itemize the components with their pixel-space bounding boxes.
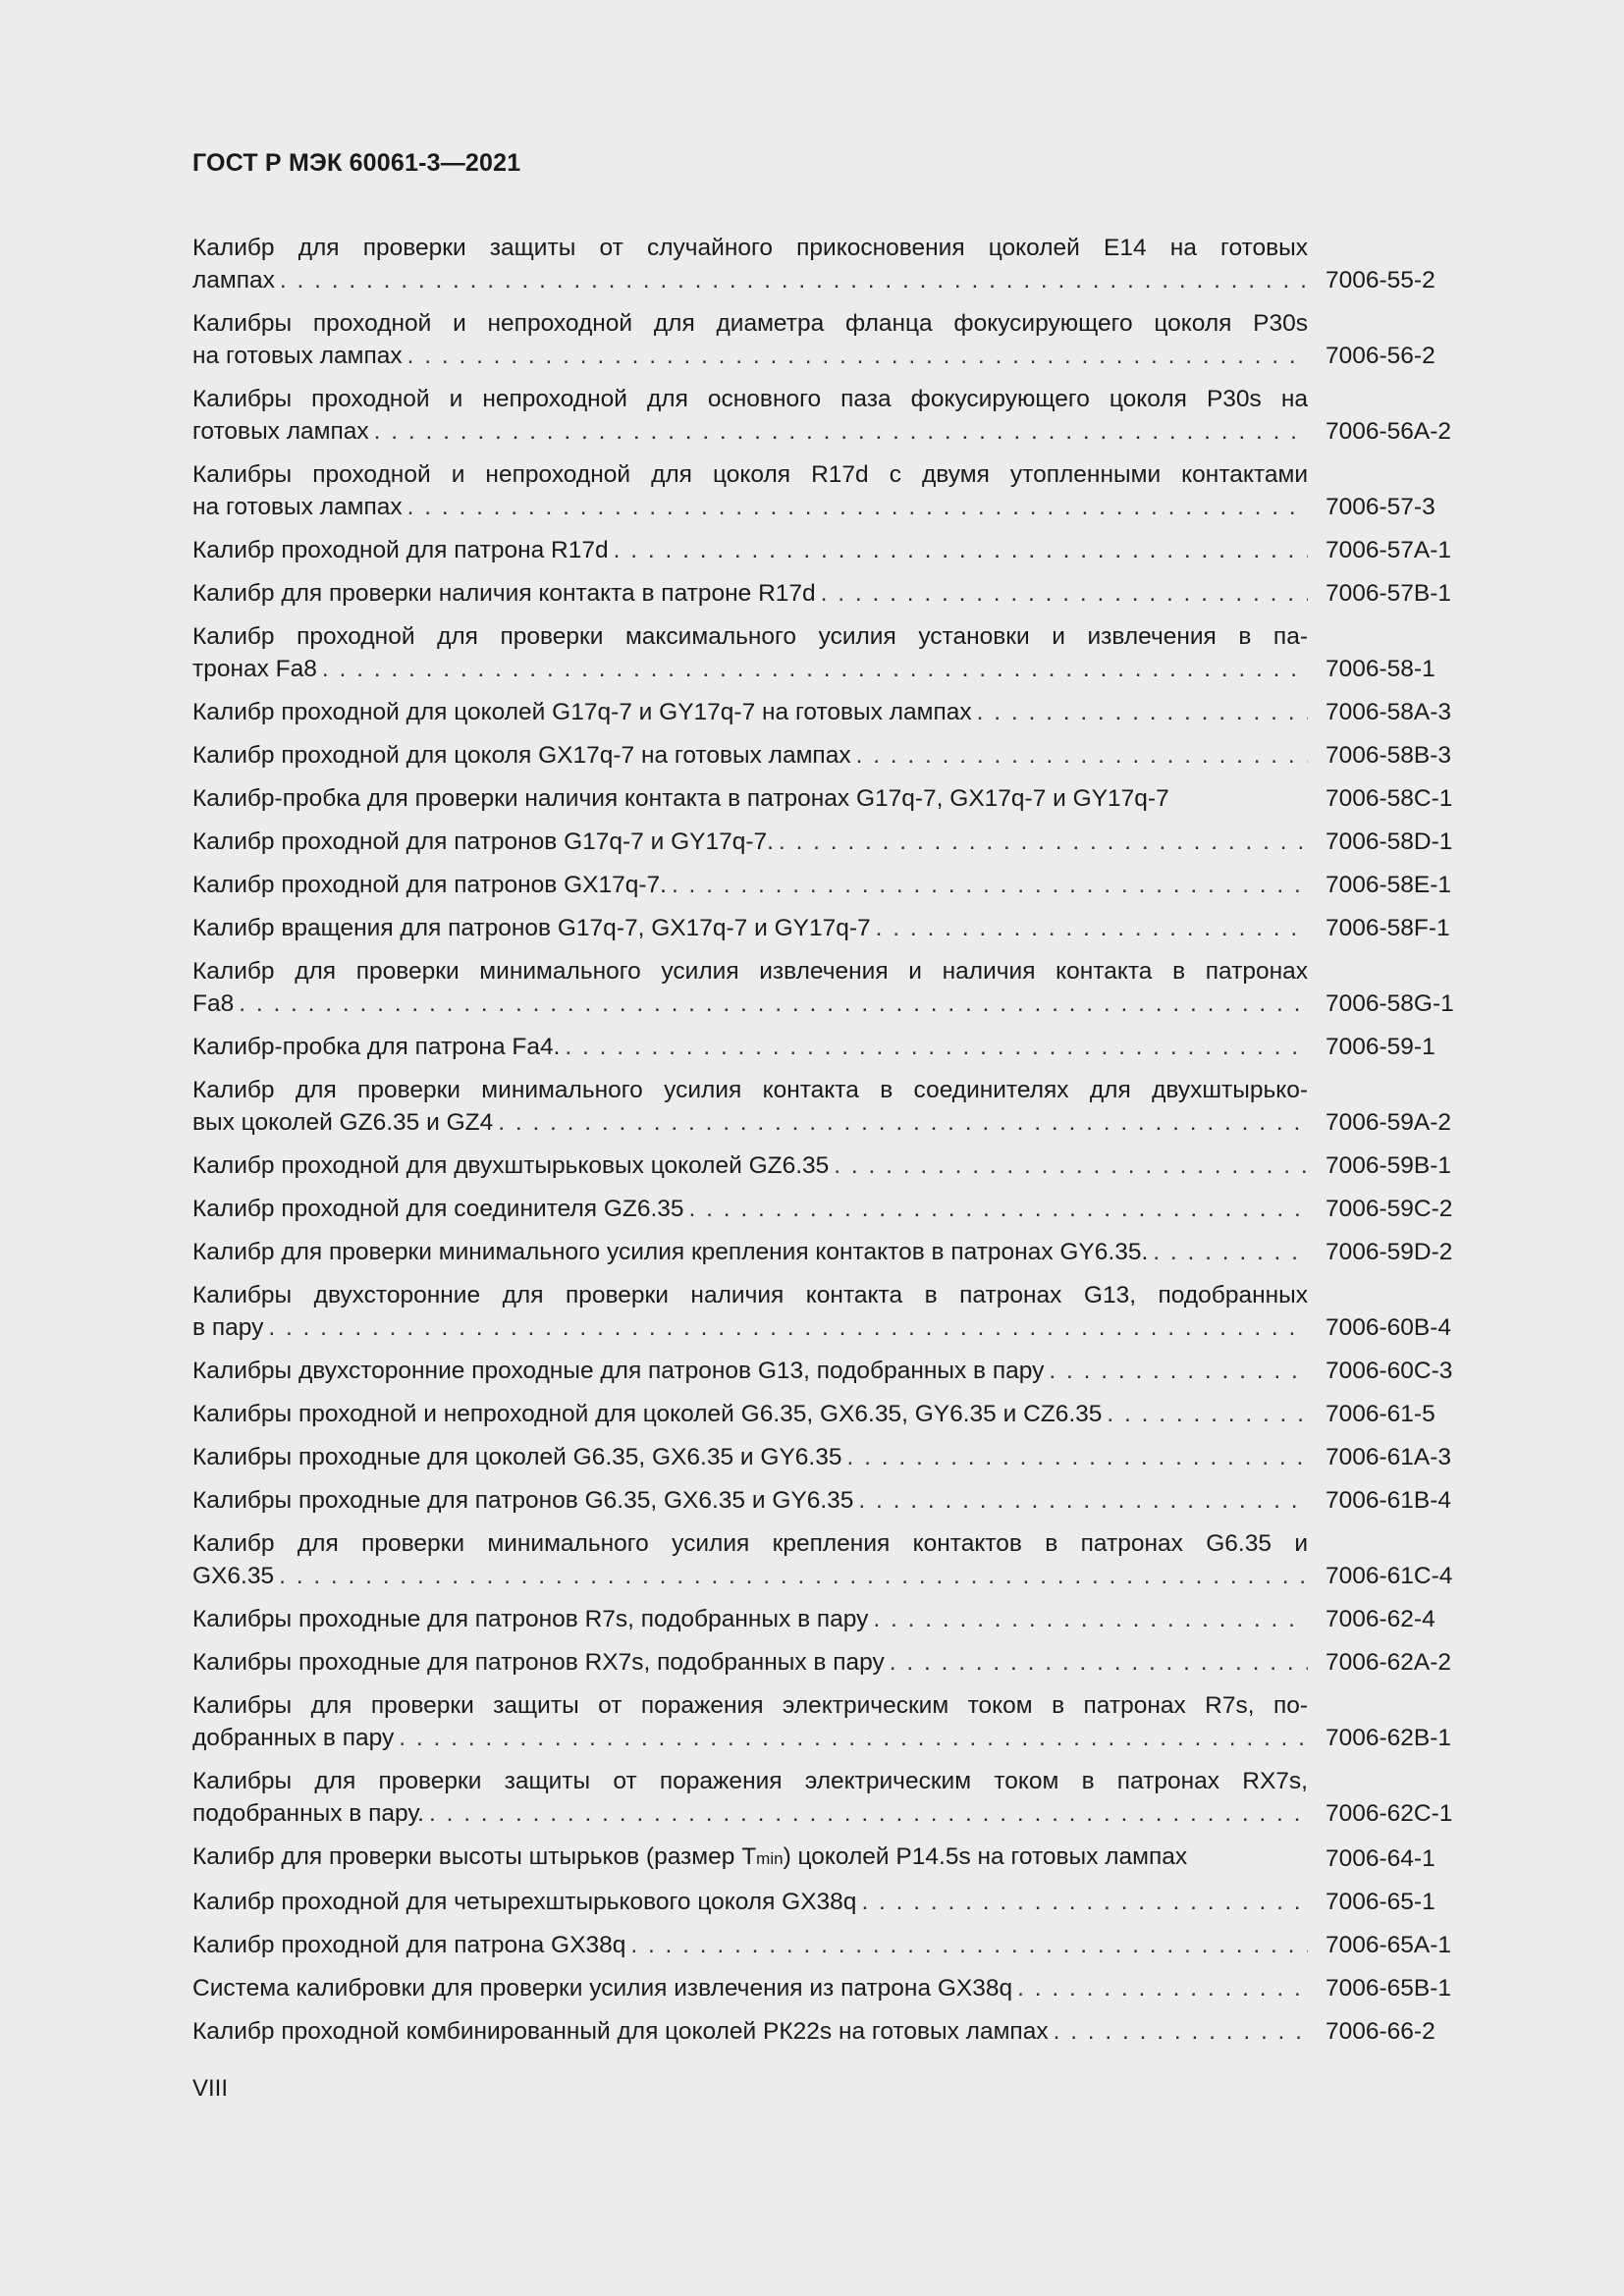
toc-entry-text: GX6.35 xyxy=(192,1563,275,1589)
toc-entry-title-last-line xyxy=(192,988,1308,1020)
dot-leader xyxy=(565,1031,1308,1063)
toc-entry-title xyxy=(192,739,1308,772)
toc-entry-title xyxy=(192,869,1308,901)
toc-entry-title-last-line xyxy=(192,1149,1308,1182)
toc-entry-code: 7006-64-1 xyxy=(1326,1845,1435,1872)
toc-entry-title-last-line xyxy=(192,782,1308,815)
toc-entry-text: Калибр-пробка для патрона Fa4. xyxy=(192,1034,561,1060)
toc-entry[interactable] xyxy=(192,696,1474,728)
toc-entry[interactable] xyxy=(192,1646,1474,1679)
toc-entry-title xyxy=(192,232,1308,296)
toc-entry-title-line: Калибры проходной и непроходной для диаметра фланца фокусирующего цоколя P30s xyxy=(192,310,1308,337)
toc-entry-text: Калибр проходной для патрона GX38q xyxy=(192,1932,626,1958)
toc-entry-title-last-line xyxy=(192,1646,1308,1679)
toc-entry-text: тронах Fa8 xyxy=(192,656,317,682)
toc-entry-text: Калибры проходные для патронов RX7s, подобранных в пару xyxy=(192,1649,885,1676)
toc-entry-text: подобранных в пару. xyxy=(192,1800,424,1827)
dot-leader xyxy=(834,1149,1308,1182)
toc-entry-code: 7006-61А-3 xyxy=(1326,1444,1452,1470)
toc-entry-title-last-line xyxy=(192,1193,1308,1225)
toc-entry-code: 7006-65В-1 xyxy=(1326,1975,1452,2002)
dot-leader xyxy=(268,1311,1308,1344)
toc-entry-title xyxy=(192,1841,1308,1875)
dot-leader xyxy=(322,653,1308,685)
toc-entry-title-last-line xyxy=(192,577,1308,610)
toc-entry-text: Калибр проходной для соединителя GZ6.35 xyxy=(192,1196,684,1222)
dot-leader xyxy=(890,1646,1308,1679)
toc-entry[interactable] xyxy=(192,1765,1474,1830)
dot-leader xyxy=(407,340,1308,372)
toc-entry-text: Калибр проходной для цоколя GX17q-7 на готовых лампах xyxy=(192,742,851,769)
toc-entry-text: Калибр-пробка для проверки наличия контакта в патронах G17q-7, GX17q-7 и GY17q-7 xyxy=(192,785,1169,812)
toc-entry-title xyxy=(192,1074,1308,1139)
toc-entry-title xyxy=(192,955,1308,1020)
toc-entry-code: 7006-58В-3 xyxy=(1326,742,1452,769)
toc-entry-title-last-line xyxy=(192,2015,1308,2048)
toc-entry-code: 7006-57А-1 xyxy=(1326,537,1452,563)
toc-entry-text: Калибр вращения для патронов G17q-7, GX17q-7 и GY17q-7 xyxy=(192,915,871,941)
toc-entry-code: 7006-60С-3 xyxy=(1326,1358,1453,1384)
toc-entry-title-line: Калибр для проверки минимального усилия контакта в соединителях для двухштырько- xyxy=(192,1077,1308,1103)
toc-entry-text: в пару xyxy=(192,1314,264,1341)
toc-entry-title-line: Калибры для проверки защиты от поражения электрическим током в патронах R7s, по- xyxy=(192,1692,1308,1719)
toc-entry-code: 7006-58D-1 xyxy=(1326,828,1453,855)
toc-entry-title xyxy=(192,1355,1308,1387)
toc-entry-title-last-line xyxy=(192,1722,1308,1754)
toc-entry-title-last-line xyxy=(192,739,1308,772)
toc-entry[interactable] xyxy=(192,1398,1474,1430)
dot-leader xyxy=(1054,2015,1308,2048)
toc-entry-title-last-line xyxy=(192,1603,1308,1635)
dot-leader xyxy=(1017,1972,1308,2004)
toc-entry-code: 7006-61-5 xyxy=(1326,1401,1435,1427)
toc-entry-code: 7006-61С-4 xyxy=(1326,1563,1453,1589)
toc-entry[interactable] xyxy=(192,782,1474,815)
toc-entry[interactable] xyxy=(192,1886,1474,1918)
toc-entry-title-last-line xyxy=(192,869,1308,901)
toc-entry[interactable] xyxy=(192,1355,1474,1387)
dot-leader xyxy=(399,1722,1308,1754)
dot-leader xyxy=(280,264,1308,296)
toc-entry[interactable] xyxy=(192,307,1474,372)
dot-leader xyxy=(498,1106,1308,1139)
toc-entry[interactable] xyxy=(192,383,1474,448)
toc-entry-text: Калибр проходной для двухштырьковых цоколей GZ6.35 xyxy=(192,1152,830,1179)
dot-leader xyxy=(977,696,1308,728)
toc-entry-title-last-line xyxy=(192,1236,1308,1268)
dot-leader xyxy=(1107,1398,1308,1430)
dot-leader xyxy=(239,988,1308,1020)
toc-entry[interactable] xyxy=(192,1603,1474,1635)
toc-entry-title xyxy=(192,782,1308,815)
toc-entry-text: Калибры проходной и непроходной для цоколей G6.35, GX6.35, GY6.35 и CZ6.35 xyxy=(192,1401,1103,1427)
toc-entry-title-last-line xyxy=(192,826,1308,858)
toc-entry-title-last-line xyxy=(192,696,1308,728)
toc-entry-title-last-line xyxy=(192,1841,1308,1875)
toc-entry[interactable] xyxy=(192,620,1474,685)
toc-entry-title-line: Калибры двухсторонние для проверки наличия контакта в патронах G13, подобранных xyxy=(192,1282,1308,1308)
dot-leader xyxy=(858,1484,1308,1517)
toc-entry-text: Калибры двухсторонние проходные для патронов G13, подобранных в пару xyxy=(192,1358,1045,1384)
dot-leader xyxy=(614,534,1308,566)
toc-entry-title-last-line xyxy=(192,1929,1308,1961)
toc-entry-title xyxy=(192,826,1308,858)
toc-entry-title-line: Калибры проходной и непроходной для основного паза фокусирующего цоколя P30s на xyxy=(192,386,1308,412)
toc-entry-text-continued: ) цоколей P14.5s на готовых лампах xyxy=(783,1843,1188,1870)
toc-entry-title xyxy=(192,307,1308,372)
dot-leader xyxy=(672,869,1308,901)
dot-leader xyxy=(821,577,1308,610)
toc-entry-title-last-line xyxy=(192,653,1308,685)
toc-entry-text: Калибры проходные для цоколей G6.35, GX6.35 и GY6.35 xyxy=(192,1444,842,1470)
toc-entry[interactable] xyxy=(192,739,1474,772)
toc-entry[interactable] xyxy=(192,534,1474,566)
toc-entry-title-last-line xyxy=(192,264,1308,296)
toc-entry-code: 7006-57В-1 xyxy=(1326,580,1452,607)
toc-entry-text: Fa8 xyxy=(192,990,235,1017)
toc-entry-title-last-line xyxy=(192,1031,1308,1063)
toc-entry-title xyxy=(192,577,1308,610)
toc-entry-text: вых цоколей GZ6.35 и GZ4 xyxy=(192,1109,494,1136)
toc-entry-code: 7006-59С-2 xyxy=(1326,1196,1453,1222)
toc-entry-text: Калибры проходные для патронов G6.35, GX6.35 и GY6.35 xyxy=(192,1487,854,1514)
toc-entry-title xyxy=(192,2015,1308,2048)
toc-entry-title-last-line xyxy=(192,1886,1308,1918)
toc-entry-title xyxy=(192,383,1308,448)
toc-entry-text: Калибр проходной для четырехштырькового цоколя GX38q xyxy=(192,1889,857,1915)
page-number: VIII xyxy=(192,2075,229,2102)
toc-entry-text: Калибр для проверки высоты штырьков (размер T xyxy=(192,1843,757,1870)
toc-entry-code: 7006-66-2 xyxy=(1326,2018,1435,2045)
dot-leader xyxy=(429,1797,1308,1830)
toc-entry-title xyxy=(192,1031,1308,1063)
toc-entry-title xyxy=(192,1484,1308,1517)
toc-entry[interactable] xyxy=(192,1689,1474,1754)
toc-entry-code: 7006-62С-1 xyxy=(1326,1800,1453,1827)
toc-entry[interactable] xyxy=(192,577,1474,610)
toc-entry-code: 7006-59В-1 xyxy=(1326,1152,1452,1179)
dot-leader xyxy=(876,912,1308,944)
toc-entry-text: Система калибровки для проверки усилия извлечения из патрона GX38q xyxy=(192,1975,1013,2002)
dot-leader xyxy=(279,1560,1308,1592)
toc-entry-code: 7006-58А-3 xyxy=(1326,699,1452,725)
toc-entry-title-last-line xyxy=(192,912,1308,944)
dot-leader xyxy=(861,1886,1308,1918)
toc-entry-title xyxy=(192,1527,1308,1592)
toc-entry-title xyxy=(192,458,1308,523)
toc-entry-text: Калибр проходной для патронов GX17q-7. xyxy=(192,872,667,898)
toc-entry-title-last-line xyxy=(192,1311,1308,1344)
toc-entry-code: 7006-55-2 xyxy=(1326,267,1435,294)
toc-entry-title xyxy=(192,912,1308,944)
toc-entry-title xyxy=(192,1441,1308,1473)
toc-entry[interactable] xyxy=(192,1149,1474,1182)
toc-entry-code: 7006-62В-1 xyxy=(1326,1725,1452,1751)
toc-entry-code: 7006-62А-2 xyxy=(1326,1649,1452,1676)
toc-entry[interactable] xyxy=(192,1929,1474,1961)
toc-entry-text: Калибр для проверки наличия контакта в патроне R17d xyxy=(192,580,816,607)
toc-entry-code: 7006-65А-1 xyxy=(1326,1932,1452,1958)
toc-entry-code: 7006-60В-4 xyxy=(1326,1314,1452,1341)
toc-entry[interactable] xyxy=(192,1484,1474,1517)
toc-entry[interactable] xyxy=(192,1441,1474,1473)
toc-entry[interactable] xyxy=(192,2015,1474,2048)
toc-entry-title-line: Калибр для проверки минимального усилия крепления контактов в патронах G6.35 и xyxy=(192,1530,1308,1557)
toc-entry-code: 7006-59-1 xyxy=(1326,1034,1435,1060)
toc-entry-title-last-line xyxy=(192,1398,1308,1430)
toc-entry-text: Калибр проходной для патронов G17q-7 и GY17q-7. xyxy=(192,828,774,855)
toc-entry[interactable] xyxy=(192,1279,1474,1344)
toc-entry-text: Калибр проходной для патрона R17d xyxy=(192,537,609,563)
toc-entry-text: Калибр для проверки минимального усилия крепления контактов в патронах GY6.35. xyxy=(192,1239,1149,1265)
toc-entry-title xyxy=(192,1765,1308,1830)
toc-entry[interactable] xyxy=(192,912,1474,944)
dot-leader xyxy=(374,415,1308,448)
dot-leader xyxy=(873,1603,1308,1635)
toc-entry-title xyxy=(192,1886,1308,1918)
toc-entry-code: 7006-57-3 xyxy=(1326,494,1435,520)
toc-entry-text: лампах xyxy=(192,267,275,294)
dot-leader xyxy=(779,826,1308,858)
toc-entry-title-last-line xyxy=(192,491,1308,523)
toc-entry-title-last-line xyxy=(192,1797,1308,1830)
toc-entry-title xyxy=(192,1646,1308,1679)
toc-entry-title-last-line xyxy=(192,534,1308,566)
toc-entry-title-last-line xyxy=(192,340,1308,372)
toc-entry[interactable] xyxy=(192,232,1474,296)
toc-entry-code: 7006-61В-4 xyxy=(1326,1487,1452,1514)
dot-leader xyxy=(1153,1236,1308,1268)
toc-entry-title xyxy=(192,1149,1308,1182)
toc-entry-code: 7006-58G-1 xyxy=(1326,990,1454,1017)
toc-entry-title xyxy=(192,1929,1308,1961)
toc-entry-code: 7006-59D-2 xyxy=(1326,1239,1453,1265)
toc-entry[interactable] xyxy=(192,1193,1474,1225)
toc-entry-code: 7006-56-2 xyxy=(1326,343,1435,369)
toc-entry-title xyxy=(192,620,1308,685)
toc-entry-code: 7006-58F-1 xyxy=(1326,915,1450,941)
toc-entry-title-line: Калибр для проверки защиты от случайного прикосновения цоколей Е14 на готовых xyxy=(192,235,1308,261)
toc-entry[interactable] xyxy=(192,458,1474,523)
toc-entry-title-last-line xyxy=(192,1972,1308,2004)
toc-entry-title xyxy=(192,1398,1308,1430)
toc-entry-code: 7006-59А-2 xyxy=(1326,1109,1452,1136)
dot-leader xyxy=(630,1929,1308,1961)
toc-entry-title-line: Калибр проходной для проверки максимального усилия установки и извлечения в па- xyxy=(192,623,1308,650)
toc-entry-code: 7006-58-1 xyxy=(1326,656,1435,682)
toc-entry-code: 7006-58Е-1 xyxy=(1326,872,1452,898)
toc-entry-code: 7006-58С-1 xyxy=(1326,785,1453,812)
table-of-contents xyxy=(192,232,1474,2058)
toc-entry[interactable] xyxy=(192,955,1474,1020)
toc-entry-title-last-line xyxy=(192,1560,1308,1592)
dot-leader xyxy=(847,1441,1309,1473)
toc-entry-title xyxy=(192,1689,1308,1754)
toc-entry-title xyxy=(192,534,1308,566)
toc-entry-title xyxy=(192,1603,1308,1635)
subscript: min xyxy=(756,1849,784,1868)
toc-entry-title-last-line xyxy=(192,1484,1308,1517)
toc-entry[interactable] xyxy=(192,1236,1474,1268)
dot-leader xyxy=(856,739,1308,772)
toc-entry-code: 7006-65-1 xyxy=(1326,1889,1435,1915)
toc-entry[interactable] xyxy=(192,1527,1474,1592)
toc-entry-title-line: Калибры для проверки защиты от поражения электрическим током в патронах RX7s, xyxy=(192,1768,1308,1794)
toc-entry-text: на готовых лампах xyxy=(192,343,403,369)
toc-entry-title-line: Калибры проходной и непроходной для цоколя R17d с двумя утопленными контактами xyxy=(192,461,1308,488)
toc-entry[interactable] xyxy=(192,869,1474,901)
toc-entry-title xyxy=(192,1972,1308,2004)
toc-entry-text: Калибры проходные для патронов R7s, подобранных в пару xyxy=(192,1606,869,1632)
dot-leader xyxy=(407,491,1308,523)
toc-entry-text: Калибр проходной комбинированный для цоколей РК22s на готовых лампах xyxy=(192,2018,1049,2045)
toc-entry-title-last-line xyxy=(192,1106,1308,1139)
toc-entry[interactable] xyxy=(192,1972,1474,2004)
toc-entry-title xyxy=(192,1279,1308,1344)
toc-entry-code: 7006-62-4 xyxy=(1326,1606,1435,1632)
toc-entry-text: добранных в пару xyxy=(192,1725,395,1751)
toc-entry-title xyxy=(192,1193,1308,1225)
toc-entry-title-last-line xyxy=(192,1355,1308,1387)
document-header: ГОСТ Р МЭК 60061-3—2021 xyxy=(192,149,521,177)
toc-entry-text: Калибр проходной для цоколей G17q-7 и GY17q-7 на готовых лампах xyxy=(192,699,972,725)
toc-entry-title-last-line xyxy=(192,1441,1308,1473)
toc-entry-code: 7006-56А-2 xyxy=(1326,418,1452,445)
toc-entry-title-last-line xyxy=(192,415,1308,448)
toc-entry-text: на готовых лампах xyxy=(192,494,403,520)
toc-entry[interactable] xyxy=(192,1031,1474,1063)
toc-entry-title xyxy=(192,696,1308,728)
toc-entry[interactable] xyxy=(192,1074,1474,1139)
toc-entry[interactable] xyxy=(192,826,1474,858)
toc-entry-text: готовых лампах xyxy=(192,418,369,445)
toc-entry[interactable] xyxy=(192,1841,1474,1875)
dot-leader xyxy=(1049,1355,1308,1387)
dot-leader xyxy=(689,1193,1308,1225)
toc-entry-title-line: Калибр для проверки минимального усилия извлечения и наличия контакта в патронах xyxy=(192,958,1308,985)
toc-entry-title xyxy=(192,1236,1308,1268)
